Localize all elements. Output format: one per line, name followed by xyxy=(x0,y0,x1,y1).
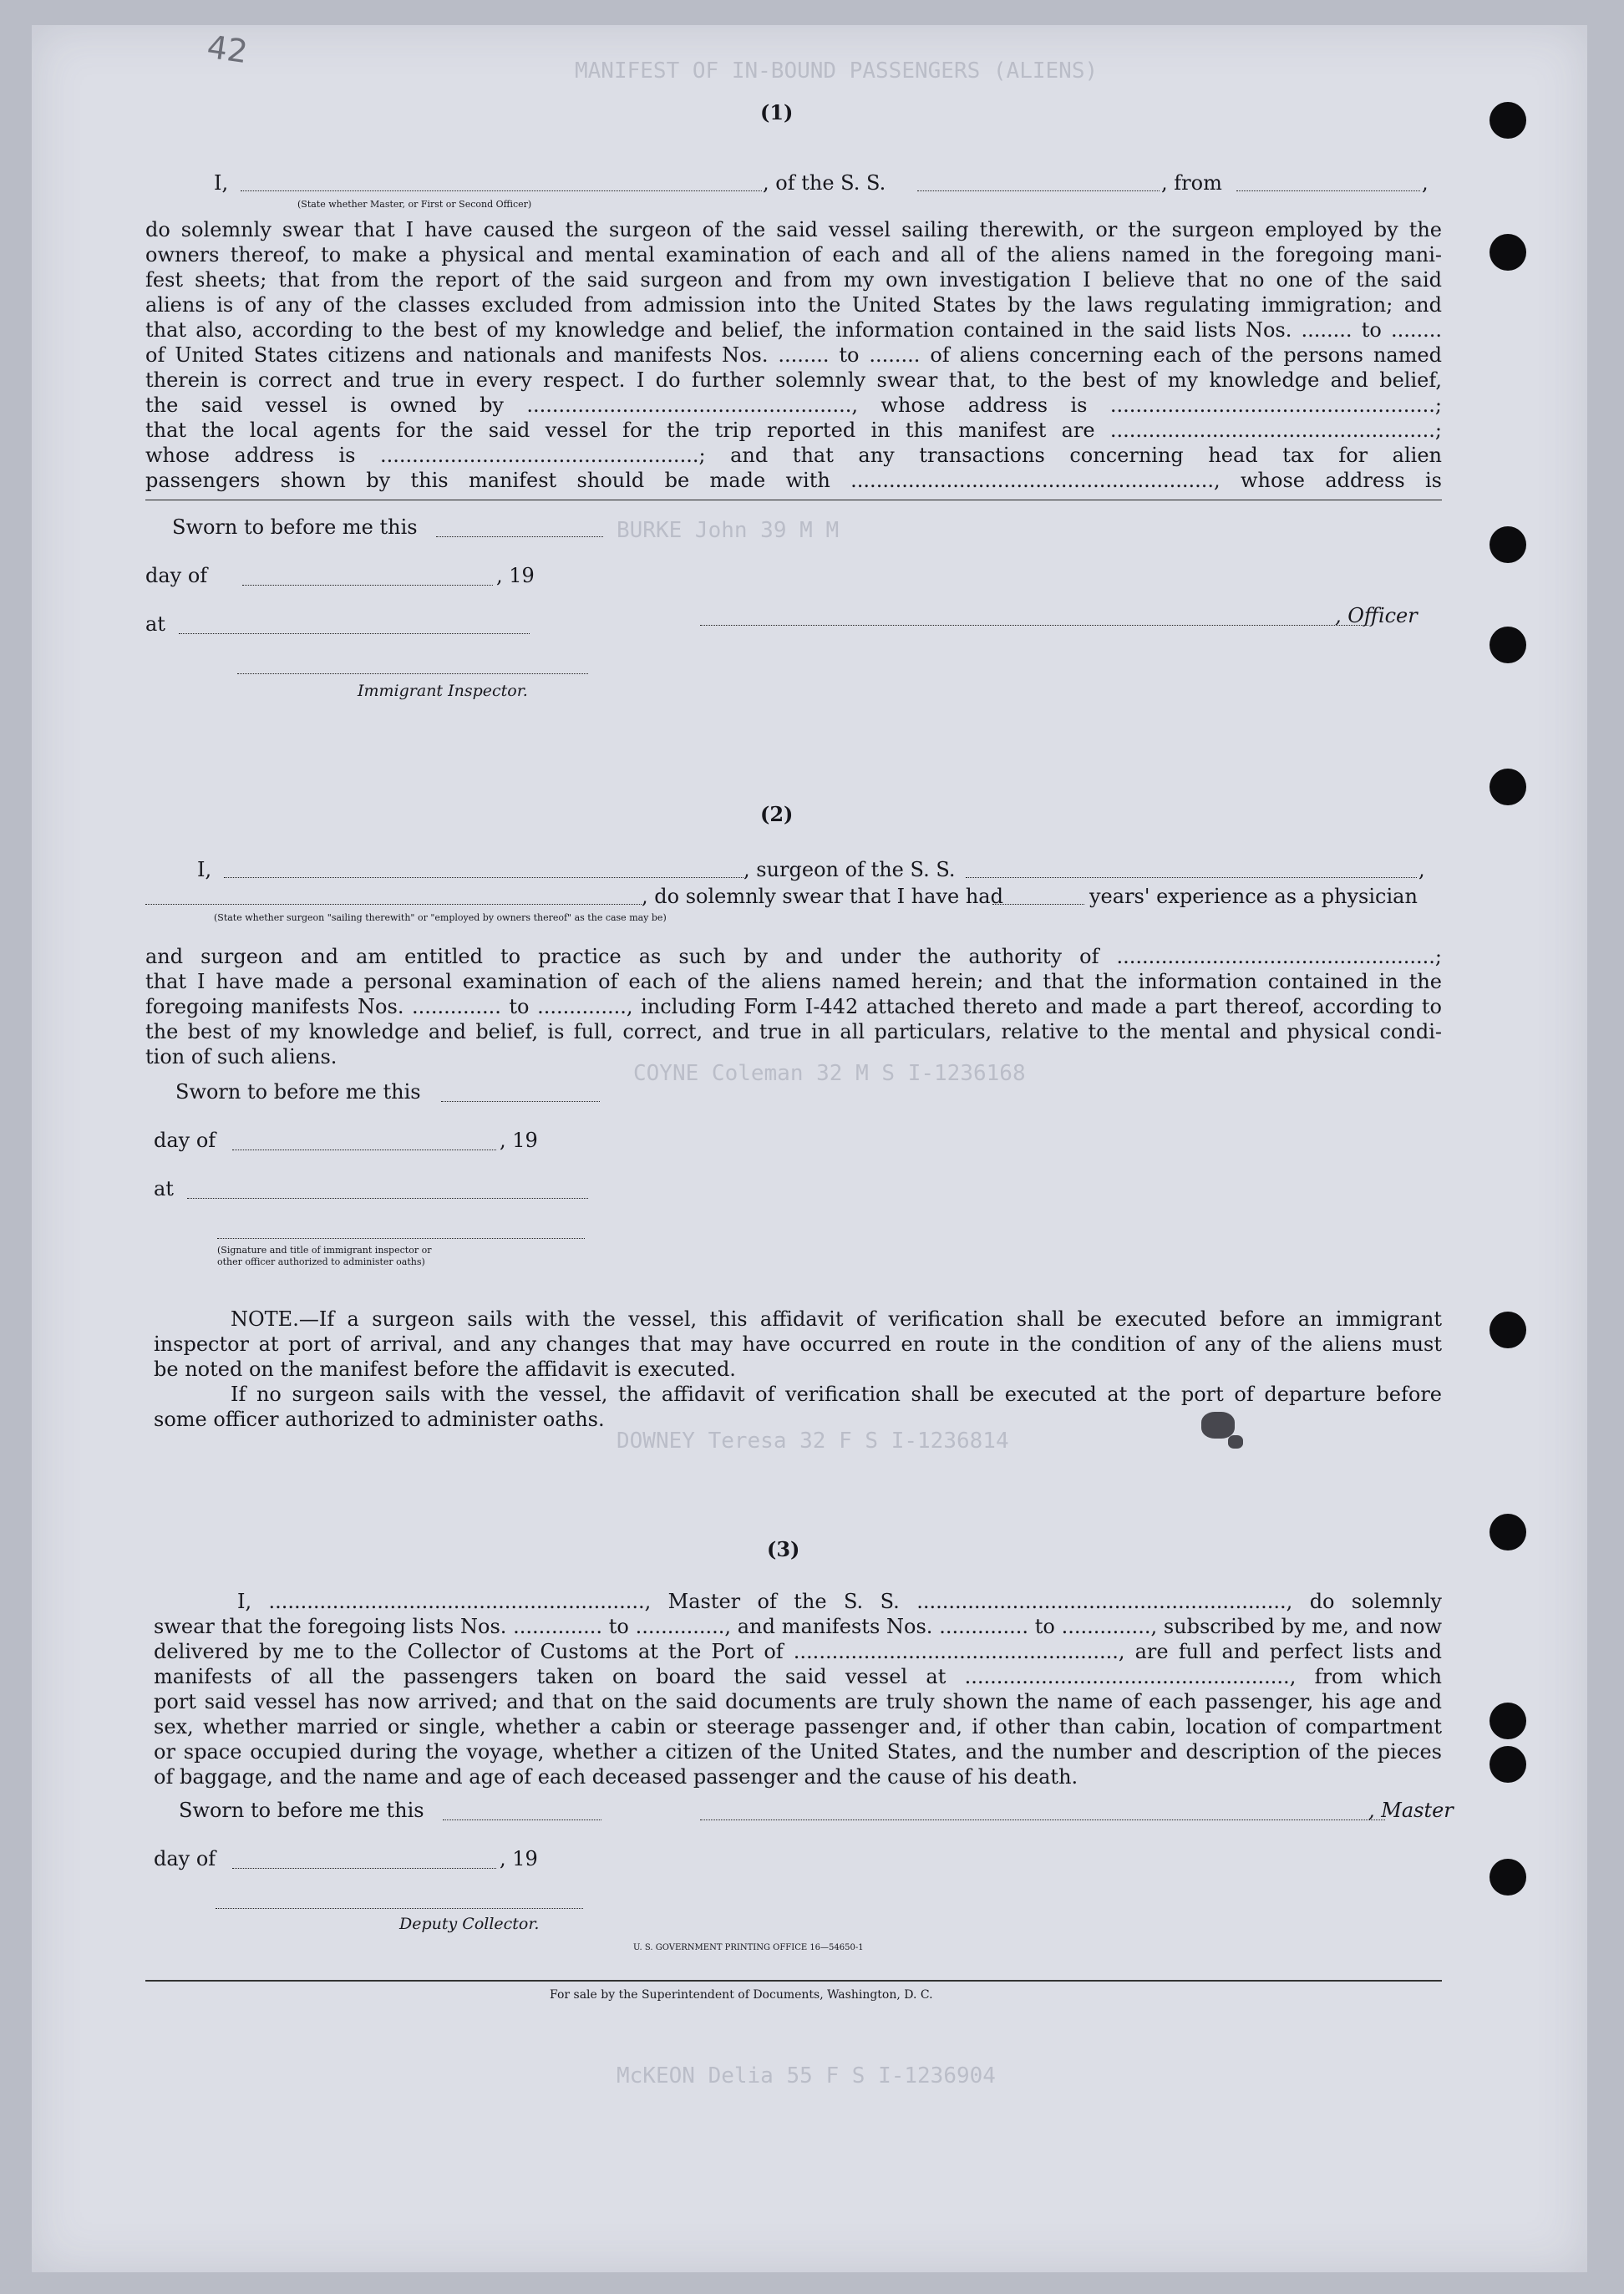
note-line: be noted on the manifest before the affidavit is executed. xyxy=(154,1358,736,1381)
blank-at-place xyxy=(187,1198,588,1199)
binder-hole xyxy=(1490,1514,1526,1550)
day-of-label: day of xyxy=(154,1129,216,1152)
blank-sworn-date xyxy=(441,1101,600,1102)
blank-sworn-date xyxy=(436,536,603,537)
year-19-label: , 19 xyxy=(500,1129,538,1152)
blank-years-experience xyxy=(992,904,1084,905)
of-ss-label: , of the S. S. xyxy=(763,171,886,195)
blank-from-port xyxy=(1236,190,1420,191)
deputy-collector-label: Deputy Collector. xyxy=(399,1915,540,1933)
binder-hole xyxy=(1490,1746,1526,1783)
section-2-heading: (2) xyxy=(760,802,794,826)
section-3-body xyxy=(154,1589,1442,1789)
blank-inspector-signature xyxy=(237,673,588,674)
blank-collector-signature xyxy=(216,1908,583,1909)
binder-hole xyxy=(1490,769,1526,805)
blank-day-month xyxy=(232,1868,496,1869)
body-line: sex, whether married or single, whether a cabin or steerage passenger and, if other than cabin, location of compartment xyxy=(154,1715,1442,1738)
blank-surgeon-vessel xyxy=(966,877,1417,878)
body-line: fest sheets; that from the report of the said surgeon and from my own investigation I believe that no one of the said xyxy=(145,268,1442,292)
solemnly-swear-label: , do solemnly swear that I have had xyxy=(642,885,1003,908)
section-1-heading: (1) xyxy=(760,100,794,124)
years-experience-label: years' experience as a physician xyxy=(1089,885,1418,908)
at-label: at xyxy=(154,1177,174,1200)
body-line: port said vessel has now arrived; and that on the said documents are truly shown the name of each passenger, his age and xyxy=(154,1690,1442,1713)
trailing-comma: , xyxy=(1422,171,1429,195)
blank-officer-signature xyxy=(700,625,1368,626)
body-line: owners thereof, to make a physical and mental examination of each and all of the aliens named in the foregoing mani- xyxy=(145,243,1442,266)
year-19-label: , 19 xyxy=(496,564,535,587)
blank-master-signature xyxy=(700,1819,1385,1820)
officer-label: , Officer xyxy=(1335,604,1418,627)
body-line: therein is correct and true in every respect. I do further solemnly swear that, to the best of my knowledge and belief, xyxy=(145,368,1442,392)
sworn-label: Sworn to before me this xyxy=(179,1799,424,1822)
signature-caption-line1: (Signature and title of immigrant inspector or xyxy=(217,1245,432,1256)
for-sale-imprint: For sale by the Superintendent of Documents, Washington, D. C. xyxy=(550,1988,933,2002)
section-2-body xyxy=(145,944,1442,1069)
body-line: that I have made a personal examination of each of the aliens named herein; and that the information contained in the xyxy=(145,970,1442,993)
bleed-through-text: MANIFEST OF IN-BOUND PASSENGERS (ALIENS) xyxy=(575,58,1099,84)
binder-hole xyxy=(1490,1859,1526,1896)
blank-surgeon-status xyxy=(145,904,642,905)
surgeon-caption: (State whether surgeon "sailing therewith" or "employed by owners thereof" as the case may be) xyxy=(214,912,667,923)
day-of-label: day of xyxy=(154,1847,216,1870)
trailing-comma: , xyxy=(1418,858,1425,881)
year-19-label: , 19 xyxy=(500,1847,538,1870)
blank-inspector-signature xyxy=(217,1238,585,1239)
signature-caption-line2: other officer authorized to administer oaths) xyxy=(217,1256,425,1267)
footer-rule xyxy=(145,1980,1442,1982)
sworn-label: Sworn to before me this xyxy=(175,1080,421,1104)
note-line: If no surgeon sails with the vessel, the affidavit of verification shall be executed at the port of departure before xyxy=(231,1383,1442,1406)
note-block xyxy=(154,1307,1442,1382)
body-line: foregoing manifests Nos. .............. to .............., including Form I-442 attached thereto and made a part thereof, according to xyxy=(145,995,1442,1018)
master-label: , Master xyxy=(1368,1799,1454,1822)
ink-blot xyxy=(1228,1435,1243,1449)
body-line: the best of my knowledge and belief, is full, correct, and true in all particulars, relative to the mental and physical condi- xyxy=(145,1020,1442,1043)
body-line: whose address is ..................................................; and that any transactions concerning head tax for alien xyxy=(145,444,1442,467)
body-line: do solemnly swear that I have caused the surgeon of the said vessel sailing therewith, or the surgeon employed by the xyxy=(145,218,1442,241)
blank-vessel-name xyxy=(917,190,1160,191)
surgeon-of-ss-label: , surgeon of the S. S. xyxy=(743,858,956,881)
rank-caption: (State whether Master, or First or Second Officer) xyxy=(297,199,532,210)
binder-hole xyxy=(1490,1703,1526,1739)
at-label: at xyxy=(145,612,165,636)
note-block-2 xyxy=(154,1382,1442,1432)
body-line: aliens is of any of the classes excluded from admission into the United States by the laws regulating immigration; and xyxy=(145,293,1442,317)
body-line: and surgeon and am entitled to practice as such by and under the authority of ..................................................; xyxy=(145,945,1442,968)
body-line: the said vessel is owned by ..................................................., whose address is ...................................................; xyxy=(145,393,1442,417)
bleed-through-text: BURKE John 39 M M xyxy=(617,518,840,543)
body-line: of United States citizens and nationals and manifests Nos. ........ to ........ of aliens concerning each of the persons named xyxy=(145,343,1442,367)
blank-at-place xyxy=(179,633,530,634)
bleed-through-text: McKEON Delia 55 F S I-1236904 xyxy=(617,2063,996,2088)
blank-officer-rank xyxy=(241,190,762,191)
binder-hole xyxy=(1490,1312,1526,1348)
binder-hole xyxy=(1490,102,1526,139)
blank-sworn-date xyxy=(443,1819,601,1820)
body-line: tion of such aliens. xyxy=(145,1045,337,1068)
body-line: that also, according to the best of my knowledge and belief, the information contained in the said lists Nos. ........ to ........ xyxy=(145,318,1442,342)
handwritten-page-number: 42 xyxy=(205,28,251,71)
body-line: delivered by me to the Collector of Customs at the Port of ..................................................., are full and perfect lists and xyxy=(154,1640,1442,1663)
binder-hole xyxy=(1490,526,1526,563)
body-line: of baggage, and the name and age of each deceased passenger and the cause of his death. xyxy=(154,1765,1078,1789)
ink-blot xyxy=(1201,1412,1235,1439)
body-line: manifests of all the passengers taken on board the said vessel at ..................................................., from which xyxy=(154,1665,1442,1688)
binder-hole xyxy=(1490,627,1526,663)
body-line: or space occupied during the voyage, whether a citizen of the United States, and the number and description of the pieces xyxy=(154,1740,1442,1764)
bleed-through-text: COYNE Coleman 32 M S I-1236168 xyxy=(633,1061,1026,1086)
body-line: that the local agents for the said vessel for the trip reported in this manifest are ...................................................; xyxy=(145,419,1442,442)
note-line: some officer authorized to administer oaths. xyxy=(154,1408,605,1431)
binder-hole xyxy=(1490,234,1526,271)
body-line: swear that the foregoing lists Nos. .............. to .............., and manifests Nos. .............. to .............., subscribed by me, and now xyxy=(154,1615,1442,1638)
body-line: I, ..........................................................., Master of the S. S. .........................................................., do solemnly xyxy=(237,1590,1442,1613)
body-line: passengers shown by this manifest should be made with ........................................................., whose address is xyxy=(145,469,1442,492)
manifest-page xyxy=(32,25,1587,2272)
bleed-through-text: DOWNEY Teresa 32 F S I-1236814 xyxy=(617,1429,1009,1454)
sworn-label: Sworn to before me this xyxy=(172,515,418,539)
day-of-label: day of xyxy=(145,564,208,587)
from-label: , from xyxy=(1161,171,1222,195)
blank-day-month xyxy=(242,585,493,586)
printing-office-imprint: U. S. GOVERNMENT PRINTING OFFICE 16—54650-1 xyxy=(633,1943,864,1952)
blank-surgeon-name xyxy=(224,877,743,878)
section-2-intro-i: I, xyxy=(197,858,212,881)
section-1-intro-i: I, xyxy=(214,171,229,195)
note-line: NOTE.—If a surgeon sails with the vessel, this affidavit of verification shall be executed before an immigrant xyxy=(231,1307,1442,1331)
section-1-body xyxy=(145,217,1442,493)
note-line: inspector at port of arrival, and any changes that may have occurred en route in the condition of any of the aliens must xyxy=(154,1332,1442,1356)
immigrant-inspector-label: Immigrant Inspector. xyxy=(358,682,528,700)
section-3-heading: (3) xyxy=(767,1537,800,1561)
